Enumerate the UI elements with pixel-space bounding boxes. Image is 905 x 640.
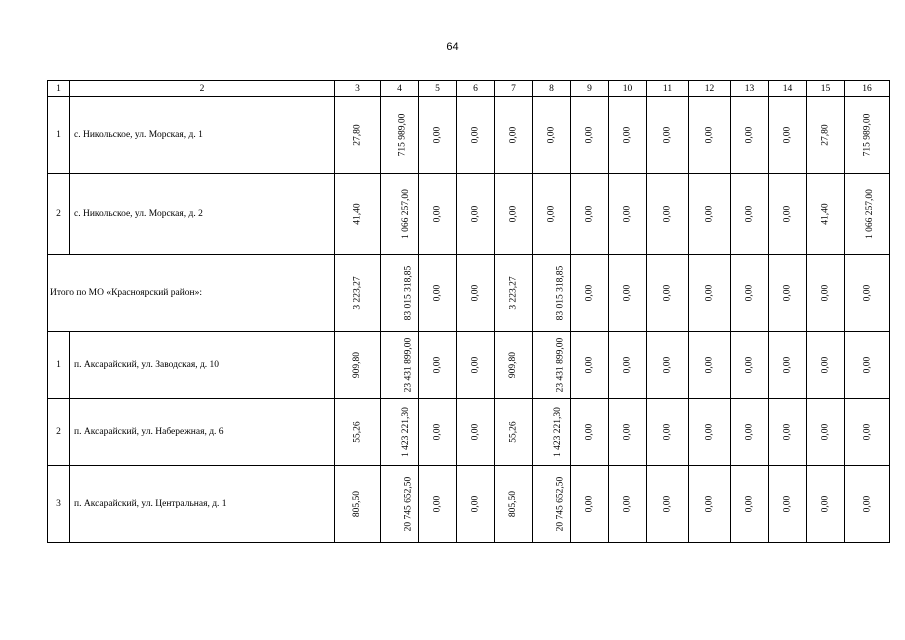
value-cell bbox=[609, 332, 647, 399]
value-cell bbox=[533, 466, 571, 543]
value-cell bbox=[845, 97, 890, 174]
cell-value: 23 431 899,00 bbox=[403, 337, 414, 393]
cell-value: 0,00 bbox=[744, 356, 755, 374]
cell-value: 0,00 bbox=[662, 284, 673, 302]
cell-value: 0,00 bbox=[820, 423, 831, 441]
column-header: 6 bbox=[457, 81, 495, 97]
cell-value: 0,00 bbox=[432, 356, 443, 374]
column-header: 13 bbox=[731, 81, 769, 97]
cell-value: 0,00 bbox=[704, 284, 715, 302]
row-number: 3 bbox=[48, 466, 70, 543]
cell-value: 0,00 bbox=[704, 356, 715, 374]
address-cell: п. Аксарайский, ул. Заводская, д. 10 bbox=[70, 332, 335, 399]
value-cell bbox=[609, 174, 647, 255]
cell-value: 0,00 bbox=[622, 423, 633, 441]
value-cell bbox=[381, 174, 419, 255]
cell-value: 0,00 bbox=[470, 356, 481, 374]
cell-value: 0,00 bbox=[744, 423, 755, 441]
value-cell bbox=[335, 174, 381, 255]
value-cell bbox=[495, 174, 533, 255]
cell-value: 3 223,27 bbox=[508, 276, 519, 310]
value-cell bbox=[769, 399, 807, 466]
value-cell bbox=[457, 399, 495, 466]
value-cell bbox=[457, 255, 495, 332]
cell-value: 0,00 bbox=[470, 284, 481, 302]
value-cell bbox=[689, 255, 731, 332]
table-row bbox=[48, 399, 890, 466]
value-cell bbox=[807, 399, 845, 466]
value-cell bbox=[609, 466, 647, 543]
value-cell bbox=[419, 399, 457, 466]
value-cell bbox=[571, 174, 609, 255]
cell-value: 0,00 bbox=[782, 495, 793, 513]
cell-value: 20 745 652,50 bbox=[555, 476, 566, 532]
value-cell bbox=[731, 255, 769, 332]
cell-value: 27,80 bbox=[820, 124, 831, 146]
cell-value: 0,00 bbox=[432, 495, 443, 513]
cell-value: 0,00 bbox=[820, 495, 831, 513]
value-cell bbox=[807, 466, 845, 543]
cell-value: 20 745 652,50 bbox=[403, 476, 414, 532]
cell-value: 83 015 318,85 bbox=[555, 265, 566, 321]
column-header: 1 bbox=[48, 81, 70, 97]
cell-value: 909,80 bbox=[352, 351, 363, 379]
table-row bbox=[48, 332, 890, 399]
value-cell bbox=[731, 174, 769, 255]
value-cell bbox=[731, 97, 769, 174]
value-cell bbox=[769, 466, 807, 543]
cell-value: 0,00 bbox=[470, 495, 481, 513]
value-cell bbox=[335, 97, 381, 174]
cell-value: 0,00 bbox=[470, 423, 481, 441]
cell-value: 909,80 bbox=[508, 351, 519, 379]
cell-value: 0,00 bbox=[584, 423, 595, 441]
value-cell bbox=[647, 466, 689, 543]
value-cell bbox=[845, 332, 890, 399]
cell-value: 805,50 bbox=[508, 490, 519, 518]
value-cell bbox=[731, 332, 769, 399]
value-cell bbox=[495, 97, 533, 174]
value-cell bbox=[533, 97, 571, 174]
table-row bbox=[48, 97, 890, 174]
cell-value: 0,00 bbox=[744, 126, 755, 144]
cell-value: 0,00 bbox=[704, 205, 715, 223]
address-cell: с. Никольское, ул. Морская, д. 1 bbox=[70, 97, 335, 174]
cell-value: 0,00 bbox=[470, 205, 481, 223]
value-cell bbox=[845, 466, 890, 543]
value-cell bbox=[689, 399, 731, 466]
value-cell bbox=[807, 174, 845, 255]
cell-value: 0,00 bbox=[622, 284, 633, 302]
address-cell: п. Аксарайский, ул. Центральная, д. 1 bbox=[70, 466, 335, 543]
cell-value: 0,00 bbox=[662, 126, 673, 144]
column-header: 15 bbox=[807, 81, 845, 97]
value-cell bbox=[647, 174, 689, 255]
cell-value: 0,00 bbox=[704, 495, 715, 513]
value-cell bbox=[533, 255, 571, 332]
cell-value: 0,00 bbox=[546, 205, 557, 223]
column-header: 2 bbox=[70, 81, 335, 97]
value-cell bbox=[533, 332, 571, 399]
cell-value: 23 431 899,00 bbox=[555, 337, 566, 393]
cell-value: 1 423 221,30 bbox=[400, 407, 411, 457]
value-cell bbox=[457, 466, 495, 543]
column-header: 5 bbox=[419, 81, 457, 97]
value-cell bbox=[495, 332, 533, 399]
value-cell bbox=[609, 255, 647, 332]
cell-value: 0,00 bbox=[782, 284, 793, 302]
cell-value: 0,00 bbox=[782, 126, 793, 144]
table-row bbox=[48, 466, 890, 543]
value-cell bbox=[381, 466, 419, 543]
value-cell bbox=[769, 332, 807, 399]
value-cell bbox=[769, 255, 807, 332]
value-cell bbox=[845, 255, 890, 332]
value-cell bbox=[419, 174, 457, 255]
value-cell bbox=[419, 466, 457, 543]
cell-value: 0,00 bbox=[546, 126, 557, 144]
cell-value: 0,00 bbox=[432, 205, 443, 223]
cell-value: 41,40 bbox=[352, 203, 363, 225]
column-header: 12 bbox=[689, 81, 731, 97]
cell-value: 0,00 bbox=[432, 423, 443, 441]
value-cell bbox=[689, 174, 731, 255]
value-cell bbox=[381, 399, 419, 466]
cell-value: 0,00 bbox=[622, 205, 633, 223]
cell-value: 55,26 bbox=[508, 421, 519, 443]
cell-value: 0,00 bbox=[584, 284, 595, 302]
cell-value: 715 989,00 bbox=[397, 113, 408, 157]
cell-value: 0,00 bbox=[820, 284, 831, 302]
page-number: 64 bbox=[446, 41, 459, 53]
cell-value: 0,00 bbox=[662, 495, 673, 513]
cell-value: 0,00 bbox=[744, 284, 755, 302]
cell-value: 0,00 bbox=[508, 126, 519, 144]
row-number: 2 bbox=[48, 174, 70, 255]
cell-value: 1 423 221,30 bbox=[552, 407, 563, 457]
cell-value: 3 223,27 bbox=[352, 276, 363, 310]
value-cell bbox=[769, 174, 807, 255]
value-cell bbox=[647, 97, 689, 174]
value-cell bbox=[647, 255, 689, 332]
value-cell bbox=[495, 255, 533, 332]
value-cell bbox=[647, 332, 689, 399]
value-cell bbox=[807, 332, 845, 399]
cell-value: 0,00 bbox=[622, 356, 633, 374]
cell-value: 55,26 bbox=[352, 421, 363, 443]
column-header: 9 bbox=[571, 81, 609, 97]
cell-value: 0,00 bbox=[862, 423, 872, 441]
value-cell bbox=[571, 255, 609, 332]
column-header: 14 bbox=[769, 81, 807, 97]
value-cell bbox=[419, 255, 457, 332]
value-cell bbox=[731, 399, 769, 466]
cell-value: 0,00 bbox=[744, 495, 755, 513]
cell-value: 0,00 bbox=[782, 205, 793, 223]
value-cell bbox=[457, 332, 495, 399]
value-cell bbox=[381, 332, 419, 399]
cell-value: 0,00 bbox=[862, 284, 872, 302]
total-label: Итого по МО «Красноярский район»: bbox=[48, 255, 335, 332]
cell-value: 41,40 bbox=[820, 203, 831, 225]
cell-value: 0,00 bbox=[862, 495, 872, 513]
cell-value: 0,00 bbox=[704, 423, 715, 441]
value-cell bbox=[571, 466, 609, 543]
cell-value: 0,00 bbox=[470, 126, 481, 144]
cell-value: 1 066 257,00 bbox=[864, 189, 875, 239]
value-cell bbox=[457, 174, 495, 255]
value-cell bbox=[457, 97, 495, 174]
value-cell bbox=[845, 174, 890, 255]
value-cell bbox=[689, 332, 731, 399]
total-row bbox=[48, 255, 890, 332]
cell-value: 805,50 bbox=[352, 490, 363, 518]
cell-value: 0,00 bbox=[782, 356, 793, 374]
cell-value: 0,00 bbox=[432, 126, 443, 144]
cell-value: 0,00 bbox=[662, 423, 673, 441]
value-cell bbox=[419, 332, 457, 399]
value-cell bbox=[335, 399, 381, 466]
value-cell bbox=[335, 466, 381, 543]
cell-value: 0,00 bbox=[584, 495, 595, 513]
column-header: 11 bbox=[647, 81, 689, 97]
value-cell bbox=[845, 399, 890, 466]
column-header: 7 bbox=[495, 81, 533, 97]
value-cell bbox=[609, 399, 647, 466]
address-cell: п. Аксарайский, ул. Набережная, д. 6 bbox=[70, 399, 335, 466]
value-cell bbox=[495, 466, 533, 543]
value-cell bbox=[807, 97, 845, 174]
row-number: 1 bbox=[48, 332, 70, 399]
value-cell bbox=[381, 255, 419, 332]
cell-value: 0,00 bbox=[584, 205, 595, 223]
column-header: 3 bbox=[335, 81, 381, 97]
column-header: 16 bbox=[845, 81, 890, 97]
table-row bbox=[48, 174, 890, 255]
value-cell bbox=[731, 466, 769, 543]
address-cell: с. Никольское, ул. Морская, д. 2 bbox=[70, 174, 335, 255]
cell-value: 0,00 bbox=[704, 126, 715, 144]
row-number: 1 bbox=[48, 97, 70, 174]
cell-value: 0,00 bbox=[432, 284, 443, 302]
value-cell bbox=[381, 97, 419, 174]
cell-value: 0,00 bbox=[820, 356, 831, 374]
cell-value: 0,00 bbox=[508, 205, 519, 223]
register-table bbox=[47, 80, 890, 543]
cell-value: 0,00 bbox=[622, 495, 633, 513]
value-cell bbox=[807, 255, 845, 332]
cell-value: 715 989,00 bbox=[862, 113, 872, 157]
value-cell bbox=[533, 399, 571, 466]
cell-value: 0,00 bbox=[744, 205, 755, 223]
cell-value: 0,00 bbox=[662, 205, 673, 223]
value-cell bbox=[419, 97, 457, 174]
value-cell bbox=[335, 332, 381, 399]
table-body bbox=[48, 81, 890, 543]
column-header: 10 bbox=[609, 81, 647, 97]
value-cell bbox=[571, 332, 609, 399]
cell-value: 0,00 bbox=[782, 423, 793, 441]
cell-value: 0,00 bbox=[622, 126, 633, 144]
column-header: 4 bbox=[381, 81, 419, 97]
header-row bbox=[48, 81, 890, 97]
value-cell bbox=[609, 97, 647, 174]
column-header: 8 bbox=[533, 81, 571, 97]
row-number: 2 bbox=[48, 399, 70, 466]
value-cell bbox=[571, 97, 609, 174]
cell-value: 83 015 318,85 bbox=[403, 265, 414, 321]
value-cell bbox=[689, 466, 731, 543]
value-cell bbox=[533, 174, 571, 255]
cell-value: 0,00 bbox=[662, 356, 673, 374]
value-cell bbox=[571, 399, 609, 466]
cell-value: 0,00 bbox=[584, 126, 595, 144]
cell-value: 1 066 257,00 bbox=[400, 189, 411, 239]
cell-value: 0,00 bbox=[584, 356, 595, 374]
value-cell bbox=[689, 97, 731, 174]
value-cell bbox=[647, 399, 689, 466]
cell-value: 27,80 bbox=[352, 124, 363, 146]
value-cell bbox=[335, 255, 381, 332]
value-cell bbox=[495, 399, 533, 466]
value-cell bbox=[769, 97, 807, 174]
cell-value: 0,00 bbox=[862, 356, 872, 374]
